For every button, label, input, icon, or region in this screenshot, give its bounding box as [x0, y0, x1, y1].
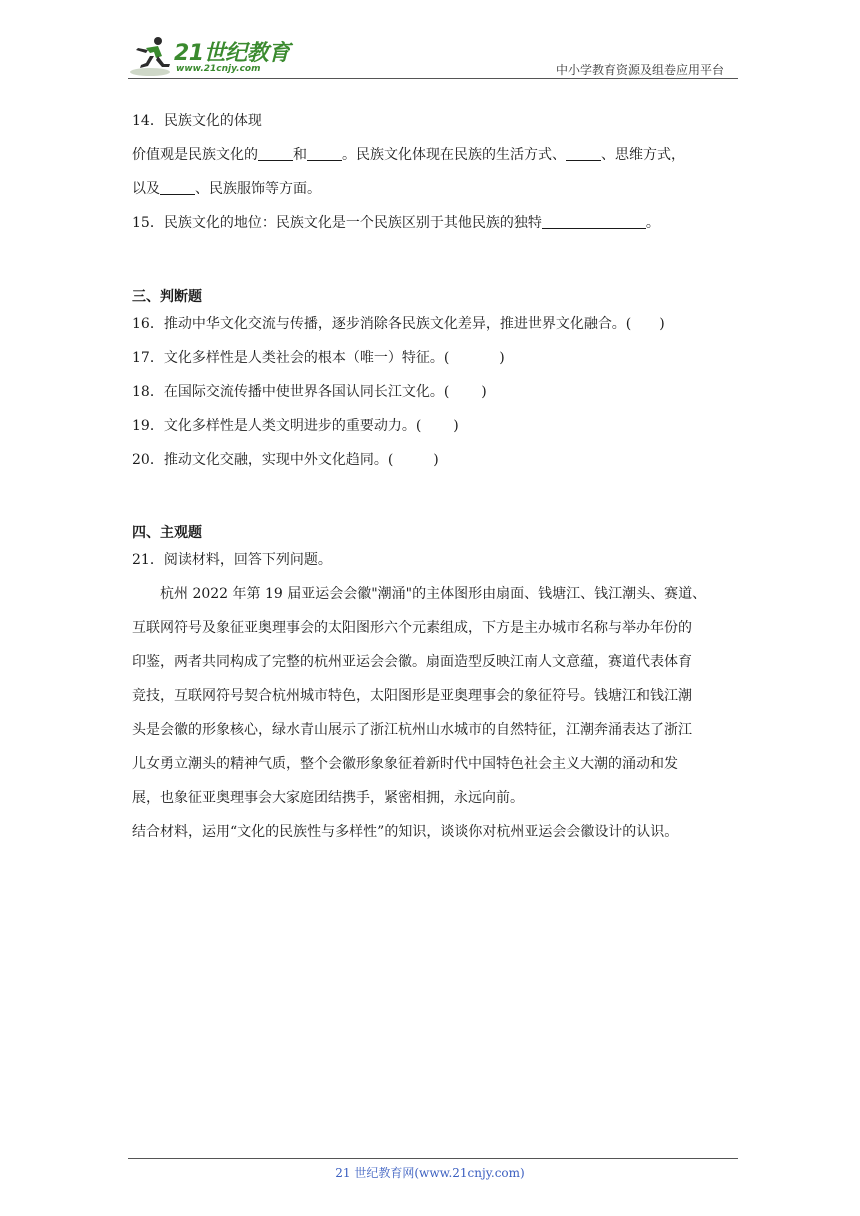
material-line: 展，也象征亚奥理事会大家庭团结携手，紧密相拥，永远向前。: [132, 790, 524, 806]
q21-question: 结合材料，运用“文化的民族性与多样性”的知识，谈谈你对杭州亚运会会徽设计的认识。: [132, 824, 679, 840]
answer-blank[interactable]: [258, 146, 293, 161]
answer-blank[interactable]: [307, 146, 342, 161]
material-line: 儿女勇立潮头的精神气质，整个会徽形象象征着新时代中国特色社会主义大潮的涌动和发: [132, 756, 678, 772]
header-tagline: 中小学教育资源及组卷应用平台: [555, 63, 724, 77]
logo-text: 21世纪教育: [174, 41, 290, 66]
site-logo: [128, 34, 298, 80]
answer-blank[interactable]: [160, 180, 195, 195]
answer-blank[interactable]: [542, 214, 646, 229]
material-line: 头是会徽的形象核心，绿水青山展示了浙江杭州山水城市的自然特征，江潮奔涌表达了浙江: [132, 722, 692, 738]
material-line: 杭州 2022 年第 19 届亚运会会徽"潮涌"的主体图形由扇面、钱塘江、钱江潮头、赛道、: [160, 586, 707, 602]
judge-item-16: 16．推动中华文化交流与传播，逐步消除各民族文化差异，推进世界文化融合。( ): [132, 316, 665, 332]
q14-line-2: 以及 、民族服饰等方面。: [132, 181, 321, 197]
judge-item-20: 20．推动文化交融，实现中外文化趋同。( ): [132, 452, 439, 468]
judge-item-17: 17．文化多样性是人类社会的根本（唯一）特征。( ): [132, 350, 505, 366]
material-line: 竞技，互联网符号契合杭州城市特色，太阳图形是亚奥理事会的象征符号。钱塘江和钱江潮: [132, 688, 692, 704]
footer-divider: [128, 1158, 738, 1159]
section-3-heading: 三、判断题: [132, 289, 202, 305]
material-line: 印鉴，两者共同构成了完整的杭州亚运会会徽。扇面造型反映江南人文意蕴，赛道代表体育: [132, 654, 692, 670]
judge-item-18: 18．在国际交流传播中使世界各国认同长江文化。( ): [132, 384, 487, 400]
logo-url: www.21cnjy.com: [176, 64, 261, 74]
answer-blank[interactable]: [566, 146, 601, 161]
footer-link[interactable]: 21 世纪教育网(www.21cnjy.com): [335, 1166, 525, 1180]
page-header: [128, 34, 738, 80]
header-divider: [128, 78, 738, 79]
material-line: 互联网符号及象征亚奥理事会的太阳图形六个元素组成，下方是主办城市名称与举办年份的: [132, 620, 692, 636]
q14-line-1: 价值观是民族文化的 和 。民族文化体现在民族的生活方式、 、思维方式，: [132, 147, 685, 163]
q15: 15．民族文化的地位：民族文化是一个民族区别于其他民族的独特 。: [132, 215, 660, 231]
runner-icon: [128, 34, 176, 80]
q21-title: 21．阅读材料，回答下列问题。: [132, 552, 332, 568]
q14-title: 14．民族文化的体现: [132, 113, 262, 129]
section-4-heading: 四、主观题: [132, 525, 202, 541]
judge-item-19: 19．文化多样性是人类文明进步的重要动力。( ): [132, 418, 459, 434]
